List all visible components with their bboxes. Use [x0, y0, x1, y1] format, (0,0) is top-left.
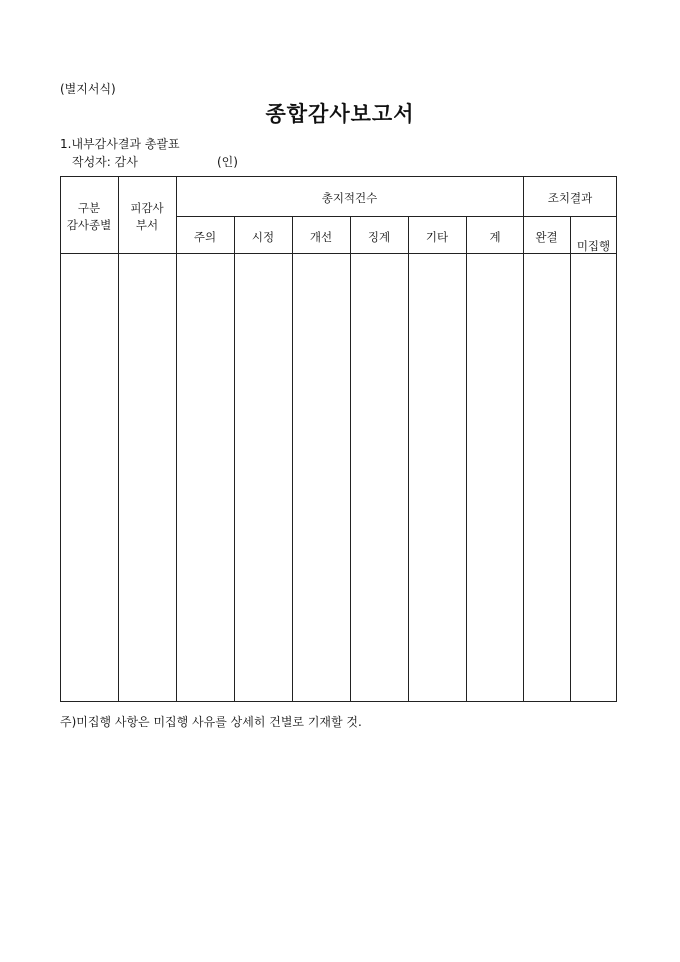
header-not-executed: 미집행	[576, 239, 611, 253]
body-cell-other[interactable]	[409, 254, 466, 701]
header-gubun: 구분	[77, 201, 101, 215]
footnote: 주)미집행 사항은 미집행 사유를 상세히 건별로 기재할 것.	[60, 715, 362, 729]
summary-table	[60, 176, 617, 702]
header-total-findings: 총지적건수	[321, 191, 378, 205]
body-cell-disciplinary[interactable]	[351, 254, 408, 701]
author-seal-mark: (인)	[217, 155, 238, 169]
header-audited-dept-sub: 부서	[135, 218, 159, 232]
body-cell-total[interactable]	[467, 254, 523, 701]
header-total: 계	[489, 230, 501, 244]
body-cell-correction[interactable]	[235, 254, 292, 701]
header-audit-type: 감사종별	[66, 218, 112, 232]
header-other: 기타	[425, 230, 449, 244]
header-completed: 완결	[535, 230, 558, 244]
header-action-results: 조치결과	[547, 191, 593, 205]
body-cell-not-executed[interactable]	[571, 254, 616, 701]
document-title: 종합감사보고서	[265, 101, 415, 126]
author-line	[72, 153, 238, 170]
body-cell-improvement[interactable]	[293, 254, 350, 701]
header-caution: 주의	[193, 230, 217, 244]
body-cell-audited-dept[interactable]	[119, 254, 176, 701]
header-disciplinary: 징계	[367, 230, 391, 244]
section-heading: 1.내부감사결과 총괄표	[60, 137, 180, 151]
body-cell-caution[interactable]	[177, 254, 234, 701]
header-improvement: 개선	[309, 230, 333, 244]
body-cell-completed[interactable]	[524, 254, 570, 701]
header-correction: 시정	[251, 230, 275, 244]
body-cell-audit-type[interactable]	[61, 254, 118, 701]
header-audited-dept: 피감사	[130, 201, 164, 215]
author-label: 작성자: 감사	[72, 155, 138, 169]
form-tag: (별지서식)	[60, 82, 116, 96]
